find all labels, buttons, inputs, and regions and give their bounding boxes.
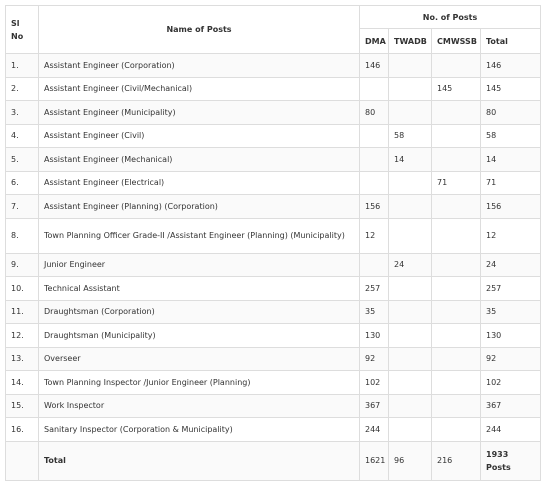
row-dma: 130 bbox=[360, 324, 389, 348]
table-row bbox=[6, 77, 541, 101]
row-dma bbox=[360, 148, 389, 172]
row-twadb bbox=[389, 394, 432, 418]
row-no: 14. bbox=[6, 371, 39, 395]
total-post-name: Total bbox=[39, 441, 360, 480]
row-twadb bbox=[389, 77, 432, 101]
row-dma: 35 bbox=[360, 300, 389, 324]
row-post-name: Sanitary Inspector (Corporation & Municipality) bbox=[39, 418, 360, 442]
row-dma: 156 bbox=[360, 195, 389, 219]
row-post-name: Assistant Engineer (Electrical) bbox=[39, 171, 360, 195]
table-row bbox=[6, 324, 541, 348]
table-row bbox=[6, 54, 541, 78]
table-row bbox=[6, 195, 541, 219]
row-twadb bbox=[389, 418, 432, 442]
row-total: 58 bbox=[481, 124, 541, 148]
row-post-name: Assistant Engineer (Municipality) bbox=[39, 101, 360, 125]
table-body bbox=[6, 54, 541, 481]
row-post-name: Work Inspector bbox=[39, 394, 360, 418]
row-cmwssb bbox=[432, 124, 481, 148]
row-no: 10. bbox=[6, 277, 39, 301]
row-cmwssb bbox=[432, 101, 481, 125]
table-row bbox=[6, 148, 541, 172]
table-row bbox=[6, 101, 541, 125]
row-total: 71 bbox=[481, 171, 541, 195]
row-no: 7. bbox=[6, 195, 39, 219]
row-no: 9. bbox=[6, 253, 39, 277]
header-sl-no: Sl No bbox=[6, 6, 39, 54]
row-total: 146 bbox=[481, 54, 541, 78]
row-post-name: Town Planning Officer Grade-II /Assistant Engineer (Planning) (Municipality) bbox=[39, 218, 360, 253]
row-cmwssb bbox=[432, 371, 481, 395]
table-row bbox=[6, 218, 541, 253]
row-cmwssb bbox=[432, 300, 481, 324]
row-post-name: Junior Engineer bbox=[39, 253, 360, 277]
table-row bbox=[6, 394, 541, 418]
header-dma: DMA bbox=[360, 29, 389, 54]
table-row bbox=[6, 347, 541, 371]
row-dma: 92 bbox=[360, 347, 389, 371]
row-no: 5. bbox=[6, 148, 39, 172]
row-total: 257 bbox=[481, 277, 541, 301]
row-total: 92 bbox=[481, 347, 541, 371]
row-twadb: 24 bbox=[389, 253, 432, 277]
row-dma bbox=[360, 77, 389, 101]
table-row bbox=[6, 300, 541, 324]
row-post-name: Assistant Engineer (Planning) (Corporation) bbox=[39, 195, 360, 219]
row-cmwssb bbox=[432, 54, 481, 78]
row-cmwssb: 71 bbox=[432, 171, 481, 195]
row-dma: 257 bbox=[360, 277, 389, 301]
table-row bbox=[6, 277, 541, 301]
total-no bbox=[6, 441, 39, 480]
header-total: Total bbox=[481, 29, 541, 54]
row-post-name: Assistant Engineer (Civil/Mechanical) bbox=[39, 77, 360, 101]
row-post-name: Assistant Engineer (Corporation) bbox=[39, 54, 360, 78]
row-total: 35 bbox=[481, 300, 541, 324]
row-twadb bbox=[389, 171, 432, 195]
total-dma: 1621 bbox=[360, 441, 389, 480]
row-dma: 367 bbox=[360, 394, 389, 418]
row-twadb bbox=[389, 371, 432, 395]
row-post-name: Assistant Engineer (Civil) bbox=[39, 124, 360, 148]
row-no: 3. bbox=[6, 101, 39, 125]
row-dma: 102 bbox=[360, 371, 389, 395]
row-twadb bbox=[389, 277, 432, 301]
total-cmwssb: 216 bbox=[432, 441, 481, 480]
header-cmwssb: CMWSSB bbox=[432, 29, 481, 54]
row-cmwssb bbox=[432, 418, 481, 442]
row-dma: 12 bbox=[360, 218, 389, 253]
row-twadb bbox=[389, 218, 432, 253]
table-row bbox=[6, 371, 541, 395]
row-no: 8. bbox=[6, 218, 39, 253]
header-twadb: TWADB bbox=[389, 29, 432, 54]
row-dma: 146 bbox=[360, 54, 389, 78]
total-total: 1933 Posts bbox=[481, 441, 541, 480]
table-row bbox=[6, 171, 541, 195]
row-twadb: 58 bbox=[389, 124, 432, 148]
row-no: 1. bbox=[6, 54, 39, 78]
row-post-name: Assistant Engineer (Mechanical) bbox=[39, 148, 360, 172]
row-total: 12 bbox=[481, 218, 541, 253]
row-twadb bbox=[389, 195, 432, 219]
row-post-name: Town Planning Inspector /Junior Engineer (Planning) bbox=[39, 371, 360, 395]
row-cmwssb bbox=[432, 253, 481, 277]
row-twadb bbox=[389, 347, 432, 371]
row-no: 11. bbox=[6, 300, 39, 324]
header-no-of-posts: No. of Posts bbox=[360, 6, 541, 29]
row-total: 24 bbox=[481, 253, 541, 277]
posts-table bbox=[5, 5, 541, 481]
row-no: 2. bbox=[6, 77, 39, 101]
row-total: 14 bbox=[481, 148, 541, 172]
row-dma bbox=[360, 124, 389, 148]
row-cmwssb: 145 bbox=[432, 77, 481, 101]
row-total: 80 bbox=[481, 101, 541, 125]
table-row bbox=[6, 124, 541, 148]
row-cmwssb bbox=[432, 324, 481, 348]
row-total: 145 bbox=[481, 77, 541, 101]
row-cmwssb bbox=[432, 394, 481, 418]
row-cmwssb bbox=[432, 218, 481, 253]
row-cmwssb bbox=[432, 347, 481, 371]
total-twadb: 96 bbox=[389, 441, 432, 480]
row-total: 130 bbox=[481, 324, 541, 348]
row-no: 16. bbox=[6, 418, 39, 442]
total-row bbox=[6, 441, 541, 480]
row-twadb bbox=[389, 300, 432, 324]
row-post-name: Draughtsman (Municipality) bbox=[39, 324, 360, 348]
row-no: 4. bbox=[6, 124, 39, 148]
row-twadb: 14 bbox=[389, 148, 432, 172]
row-dma bbox=[360, 253, 389, 277]
row-no: 6. bbox=[6, 171, 39, 195]
row-twadb bbox=[389, 54, 432, 78]
row-dma: 244 bbox=[360, 418, 389, 442]
header-name-of-posts: Name of Posts bbox=[39, 6, 360, 54]
row-total: 367 bbox=[481, 394, 541, 418]
row-no: 12. bbox=[6, 324, 39, 348]
row-dma bbox=[360, 171, 389, 195]
row-cmwssb bbox=[432, 195, 481, 219]
table-row bbox=[6, 418, 541, 442]
table-row bbox=[6, 253, 541, 277]
row-dma: 80 bbox=[360, 101, 389, 125]
row-cmwssb bbox=[432, 277, 481, 301]
row-total: 102 bbox=[481, 371, 541, 395]
row-cmwssb bbox=[432, 148, 481, 172]
row-twadb bbox=[389, 101, 432, 125]
row-post-name: Draughtsman (Corporation) bbox=[39, 300, 360, 324]
row-no: 15. bbox=[6, 394, 39, 418]
row-post-name: Technical Assistant bbox=[39, 277, 360, 301]
row-total: 244 bbox=[481, 418, 541, 442]
row-no: 13. bbox=[6, 347, 39, 371]
row-post-name: Overseer bbox=[39, 347, 360, 371]
row-twadb bbox=[389, 324, 432, 348]
row-total: 156 bbox=[481, 195, 541, 219]
